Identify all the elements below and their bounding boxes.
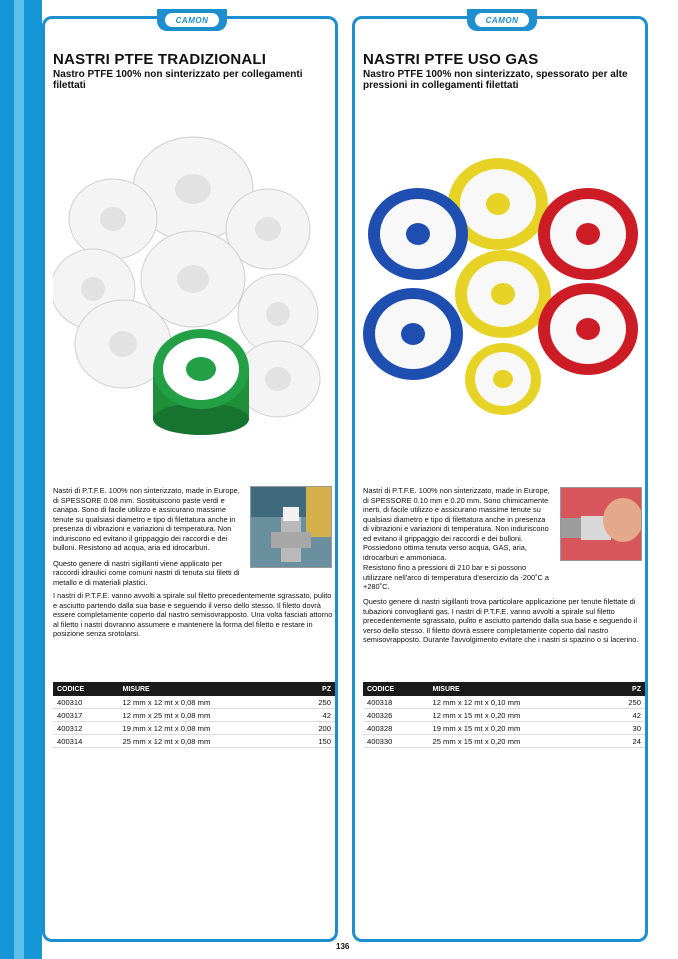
description-paragraph: I nastri di P.T.F.E. vanno avvolti a spirale sul filetto precedentemente sgrassato, pulito e asciutto partendo dalla sua base e seguendo il verso dello stesso. Il filetto dovrà essere completamente coperto dal nastro semisovrapposto. Una volta fasciati attorno al filetto i nastri dovranno assumere e mantenere la forma del filetto e restare in posizione senza srotolarsi.	[53, 591, 333, 638]
code-cell: 400314	[53, 735, 119, 748]
qty-cell: 30	[607, 722, 645, 735]
page-number: 136	[336, 942, 350, 951]
application-photo-hand	[560, 487, 642, 561]
panel-subtitle: Nastro PTFE 100% non sinterizzato, spessorato per alte pressioni in collegamenti filettati	[363, 69, 628, 91]
table-row	[363, 735, 645, 748]
size-cell: 12 mm x 12 mt x 0,10 mm	[429, 696, 607, 709]
product-photo-colored-tapes	[363, 119, 643, 449]
qty-cell: 42	[297, 709, 335, 722]
description	[363, 486, 551, 568]
application-photo-pipe	[250, 486, 332, 568]
brand-tab	[467, 9, 537, 31]
description-paragraph: Nastri di P.T.F.E. 100% non sinterizzato, made in Europe, di SPESSORE 0.10 mm e 0.20 mm. Sono chimicamente inerti, di facile utilizzo e assicurano massime tenute su qualsiasi diametro e tipo di filettatura anche in presenza di vibrazioni e variazioni di temperatura. Non induriscono ed evitano il grippaggio dei raccordi e dei bulloni. Possiedono ottima tenuta verso acqua, GAS, aria, idrocarburi e ammoniaca.	[363, 486, 550, 562]
description-paragraph: Questo genere di nastri sigillanti trova particolare applicazione per tenute filettate di tubazioni convoglianti gas. I nastri di P.T.F.E. vanno avvolti a spirale sul filetto precedentemente sgrassato, pulito e asciutto partendo dalla sua base e seguendo il verso dello stesso. Il filetto dovrà essere completamente coperto dal nastro semisovrapposto. Durante l'avvolgimento evitare che i nastri si spazino o si lacerino.	[363, 597, 639, 644]
brand-logo: CAMON	[165, 13, 219, 27]
table-row	[53, 722, 335, 735]
qty-cell: 250	[607, 696, 645, 709]
qty-cell: 150	[297, 735, 335, 748]
size-cell: 19 mm x 15 mt x 0,20 mm	[429, 722, 607, 735]
panel-title: NASTRI PTFE USO GAS	[363, 51, 539, 68]
brand-logo: CAMON	[475, 13, 529, 27]
table-row	[363, 722, 645, 735]
product-photo-white-tapes	[53, 119, 333, 449]
product-panel-gas	[352, 16, 648, 942]
size-cell: 25 mm x 12 mt x 0,08 mm	[119, 735, 297, 748]
code-cell: 400317	[53, 709, 119, 722]
product-panel-traditional	[42, 16, 338, 942]
column-header: CODICE	[363, 682, 429, 696]
product-table	[53, 682, 335, 748]
panel-title: NASTRI PTFE TRADIZIONALI	[53, 51, 267, 68]
panel-subtitle: Nastro PTFE 100% non sinterizzato per collegamenti filettati	[53, 69, 303, 91]
column-header: PZ	[297, 682, 335, 696]
code-cell: 400330	[363, 735, 429, 748]
table-row	[53, 696, 335, 709]
qty-cell: 24	[607, 735, 645, 748]
brand-tab	[157, 9, 227, 31]
column-header: CODICE	[53, 682, 119, 696]
table-row	[363, 696, 645, 709]
code-cell: 400318	[363, 696, 429, 709]
description-paragraph: Nastri di P.T.F.E. 100% non sinterizzato, made in Europe, di SPESSORE 0.08 mm. Sostituiscono paste verdi e canapa. Sono di facile utilizzo e assicurano massime tenute su qualsiasi diametro e tipo di filettatura anche in presenza di vibrazioni e variazioni di temperatura. Non induriscono ed evitano il grippaggio dei raccordi e dei bulloni. Resistono ad acqua, aria ed idrocarburi.	[53, 486, 240, 552]
qty-cell: 42	[607, 709, 645, 722]
code-cell: 400312	[53, 722, 119, 735]
side-stripe	[0, 0, 42, 959]
column-header: MISURE	[119, 682, 297, 696]
qty-cell: 250	[297, 696, 335, 709]
product-table	[363, 682, 645, 748]
description-paragraph: Resistono fino a pressioni di 210 bar e si possono utilizzare nell'arco di temperatura d'esercizio da -200˚C a +280˚C.	[363, 563, 550, 591]
code-cell: 400328	[363, 722, 429, 735]
size-cell: 12 mm x 25 mt x 0,08 mm	[119, 709, 297, 722]
code-cell: 400326	[363, 709, 429, 722]
description	[53, 486, 241, 593]
description-paragraph: Questo genere di nastri sigillanti viene applicato per raccordi idraulici come comuni nastri di tenuta sui filetti di metallo e di materiali plastici.	[53, 558, 240, 587]
table-row	[53, 709, 335, 722]
qty-cell: 200	[297, 722, 335, 735]
size-cell: 12 mm x 15 mt x 0,20 mm	[429, 709, 607, 722]
size-cell: 12 mm x 12 mt x 0,08 mm	[119, 696, 297, 709]
code-cell: 400310	[53, 696, 119, 709]
size-cell: 25 mm x 15 mt x 0,20 mm	[429, 735, 607, 748]
size-cell: 19 mm x 12 mt x 0,08 mm	[119, 722, 297, 735]
table-row	[53, 735, 335, 748]
table-row	[363, 709, 645, 722]
column-header: PZ	[607, 682, 645, 696]
column-header: MISURE	[429, 682, 607, 696]
